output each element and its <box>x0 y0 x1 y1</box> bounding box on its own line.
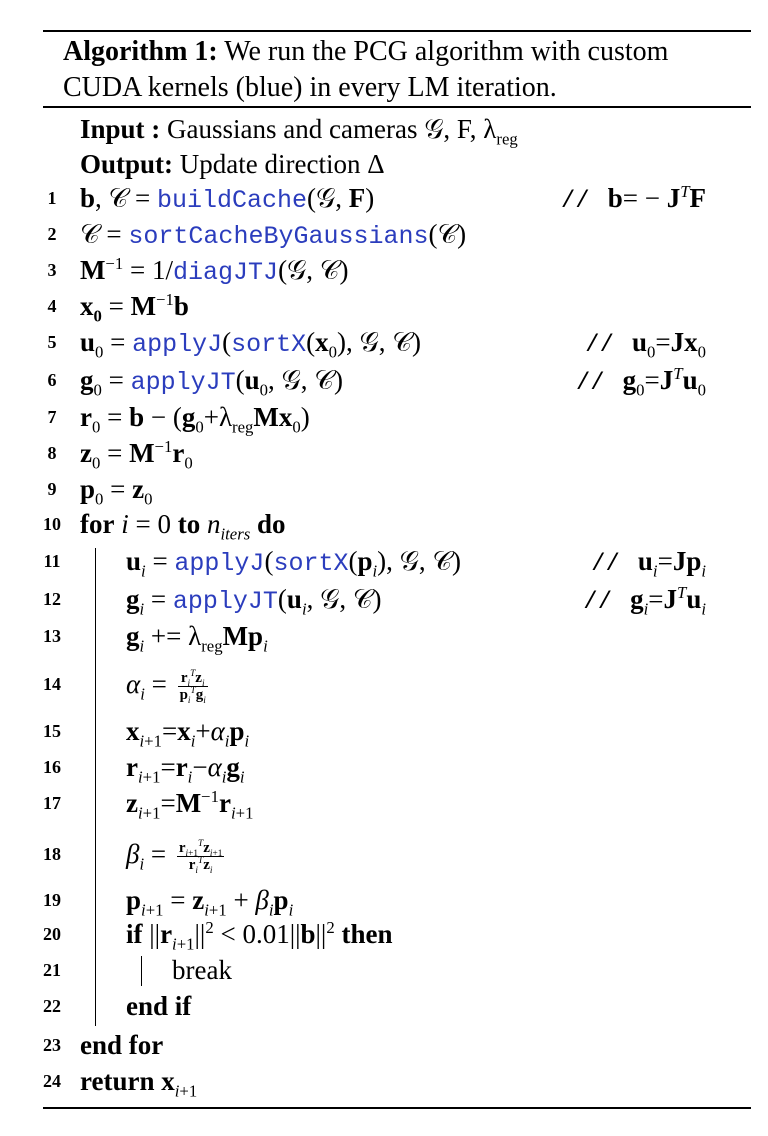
line-number: 7 <box>47 407 57 427</box>
kw-then: then <box>341 919 393 949</box>
threshold-value: 0.01 <box>242 919 290 949</box>
line-number: 9 <box>47 479 57 499</box>
line-number: 12 <box>43 589 61 609</box>
alpha-fraction: $\frac{r_i^Tz_i}{p_i^Tg_i}$ <box>179 669 206 707</box>
line-code: $p_{i+1} = z_{i+1} + \beta_ip_i$ <box>126 885 294 920</box>
line-number: 15 <box>43 721 61 741</box>
algo-line-11 <box>0 543 768 579</box>
algo-line-13 <box>0 618 768 654</box>
fn-applyJT: applyJT <box>130 368 236 397</box>
algo-line-12 <box>0 581 768 617</box>
top-rule <box>43 30 751 32</box>
line-comment: // $u_i=Jp_i$ <box>591 546 706 581</box>
fn-buildCache: buildCache <box>156 186 307 215</box>
line-code: 𝒞 = sortCacheByGaussians(𝒞) <box>80 219 467 251</box>
line-code: $p_0 = z_0$ <box>80 474 153 509</box>
line-code: $g_i += \lambda_{reg}Mp_i$ <box>126 621 268 656</box>
line-number: 11 <box>43 551 61 571</box>
line-code: for i = 0 to $n_{iters}$ do <box>80 509 286 544</box>
line-code: $\alpha_i$ = $\frac{r_i^Tz_i}{p_i^Tg_i}$ <box>126 669 206 707</box>
if-block-bar <box>141 956 142 986</box>
output-text: Update direction Δ <box>173 149 385 179</box>
line-code: return $x_{i+1}$ <box>80 1066 198 1101</box>
fn-sortCacheByGaussians: sortCacheByGaussians <box>128 222 429 251</box>
line-number: 1 <box>47 188 57 208</box>
algo-line-20 <box>0 916 768 952</box>
line-comment: // $u_0=Jx_0$ <box>585 327 706 362</box>
line-number: 6 <box>47 370 57 390</box>
line-code: $g_0$ = $applyJT(u_0$, 𝒢, 𝒞) <box>80 365 343 400</box>
input-label: Input <box>80 114 145 144</box>
algo-line-1 <box>0 180 768 216</box>
algo-line-14 <box>0 666 768 707</box>
algo-line-5 <box>0 324 768 360</box>
fn-applyJ: applyJ <box>132 330 223 359</box>
caption-rule <box>43 106 751 108</box>
bottom-rule <box>43 1107 751 1109</box>
algo-line-3 <box>0 252 768 288</box>
fn-applyJT: applyJT <box>172 587 278 616</box>
line-code: $g_i$ = $applyJT(u_i$, 𝒢, 𝒞) <box>126 584 382 619</box>
fn-sortX: sortX <box>231 330 307 359</box>
line-code: $x_{i+1}=x_i+\alpha_ip_i$ <box>126 716 250 751</box>
kw-return: return <box>80 1066 155 1096</box>
line-code: $r_0 = b - (g_0+\lambda_{reg}Mx_0)$ <box>80 402 310 437</box>
line-code: $x_0 = M^{-1}b$ <box>80 290 189 326</box>
line-number: 23 <box>43 1035 61 1055</box>
line-number: 13 <box>43 626 61 646</box>
algo-line-9 <box>0 471 768 507</box>
input-line <box>80 112 518 149</box>
line-number: 24 <box>43 1071 61 1091</box>
line-number: 20 <box>43 924 61 944</box>
line-number: 8 <box>47 443 57 463</box>
algo-line-7 <box>0 399 768 435</box>
line-code: end if <box>126 991 192 1021</box>
algo-line-21 <box>0 952 768 988</box>
line-comment: // $g_0=J^Tu_0$ <box>575 364 706 400</box>
kw-if: if <box>126 919 143 949</box>
line-number: 19 <box>43 890 61 910</box>
algo-line-6 <box>0 362 768 398</box>
beta-fraction: $\frac{r_{i+1}^Tz_{i+1}}{r_i^Tz_i}$ <box>178 839 223 877</box>
fn-sortX: sortX <box>273 549 349 578</box>
caption-text: We run the PCG algorithm with custom CUDA kernels (blue) in every LM iteration. <box>63 36 669 103</box>
line-code: $z_0 = M^{-1}r_0$ <box>80 437 193 473</box>
reg-sub: reg <box>232 417 254 437</box>
input-separator: : <box>144 114 168 144</box>
line-comment: // $b= - J^TF$ <box>560 182 706 215</box>
line-code: $u_i$ = $applyJ(sortX(p_i)$, 𝒢, 𝒞) <box>126 546 462 581</box>
line-comment: // $g_i=J^Tu_i$ <box>583 583 706 619</box>
line-number: 4 <box>47 296 57 316</box>
line-number: 2 <box>47 224 57 244</box>
line-number: 21 <box>43 960 61 980</box>
algo-line-19 <box>0 882 768 918</box>
kw-do: do <box>257 509 286 539</box>
line-number: 17 <box>43 793 61 813</box>
line-number: 14 <box>43 674 61 694</box>
input-text: Gaussians and cameras 𝒢, F, λ <box>167 114 497 144</box>
line-code: end for <box>80 1030 164 1060</box>
kw-for: for <box>80 509 115 539</box>
for-block-bar <box>95 548 96 1026</box>
algo-line-15 <box>0 713 768 749</box>
line-code: $r_{i+1}=r_i-\alpha_ig_i$ <box>126 752 245 787</box>
output-line <box>80 147 385 181</box>
iters-sub: iters <box>220 524 251 544</box>
algo-line-18 <box>0 836 768 877</box>
algorithm-caption <box>63 34 743 106</box>
algo-line-10 <box>0 506 768 542</box>
input-sub: reg <box>496 129 518 149</box>
algo-line-23 <box>0 1027 768 1063</box>
algo-line-24 <box>0 1063 768 1099</box>
algo-line-4 <box>0 288 768 324</box>
line-code: $z_{i+1}=M^{-1}r_{i+1}$ <box>126 787 254 823</box>
line-code: b, 𝒞 = buildCache(𝒢, F) <box>80 183 375 215</box>
reg-sub: reg <box>201 636 223 656</box>
line-number: 5 <box>47 332 57 352</box>
fn-applyJ: applyJ <box>174 549 265 578</box>
algo-line-16 <box>0 749 768 785</box>
line-number: 16 <box>43 757 61 777</box>
line-code: if $||r_{i+1}||^2 < 0.01||b||^2$ then <box>126 918 393 954</box>
line-number: 18 <box>43 844 61 864</box>
kw-to: to <box>177 509 201 539</box>
output-label: Output: <box>80 149 174 179</box>
algo-line-22 <box>0 988 768 1024</box>
line-number: 22 <box>43 996 61 1016</box>
algo-line-17 <box>0 785 768 821</box>
algo-line-2 <box>0 216 768 252</box>
caption-label: Algorithm 1: <box>63 36 218 67</box>
line-code: $\beta_i$ = $\frac{r_{i+1}^Tz_{i+1}}{r_i^Tz_i}$ <box>126 839 223 877</box>
line-number: 10 <box>43 514 61 534</box>
fn-diagJTJ: diagJTJ <box>173 258 279 287</box>
algo-line-8 <box>0 435 768 471</box>
line-code: $M^{-1}$ = 1/diagJTJ(𝒢, 𝒞) <box>80 254 349 287</box>
line-code: $u_0$ = $applyJ(sortX(x_0)$, 𝒢, 𝒞) <box>80 327 421 362</box>
line-code: break <box>172 955 232 985</box>
line-number: 3 <box>47 260 57 280</box>
